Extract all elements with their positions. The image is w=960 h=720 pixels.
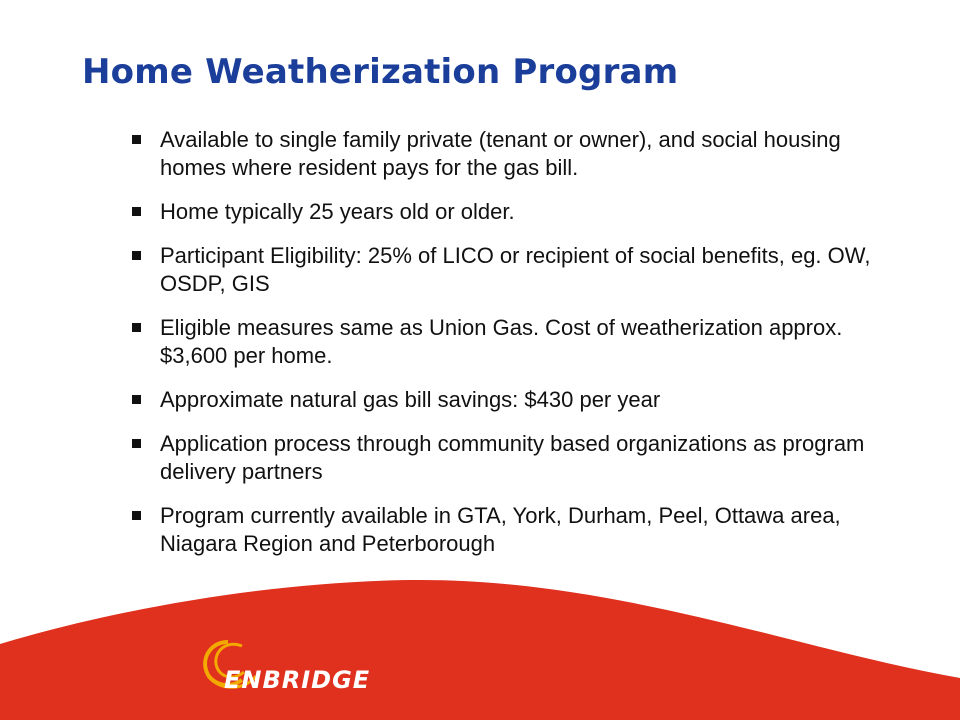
bullet-text: Home typically 25 years old or older. bbox=[160, 199, 515, 224]
footer-band bbox=[0, 580, 960, 720]
square-bullet-icon bbox=[132, 323, 141, 332]
slide-title: Home Weatherization Program bbox=[82, 52, 679, 92]
bullet-item bbox=[132, 430, 902, 486]
square-bullet-icon bbox=[132, 251, 141, 260]
square-bullet-icon bbox=[132, 135, 141, 144]
bullet-item bbox=[132, 198, 902, 226]
square-bullet-icon bbox=[132, 395, 141, 404]
bullet-text: Application process through community based organizations as program delivery partners bbox=[160, 431, 865, 484]
square-bullet-icon bbox=[132, 439, 141, 448]
bullet-text: Approximate natural gas bill savings: $430 per year bbox=[160, 387, 661, 412]
bullet-text: Available to single family private (tenant or owner), and social housing homes where resident pays for the gas bill. bbox=[160, 127, 841, 180]
enbridge-logo bbox=[198, 636, 398, 696]
bullet-text: Program currently available in GTA, York, Durham, Peel, Ottawa area, Niagara Region and Peterborough bbox=[160, 503, 841, 556]
bullet-item bbox=[132, 502, 902, 558]
bullet-list bbox=[132, 126, 902, 574]
bullet-text: Eligible measures same as Union Gas. Cost of weatherization approx. $3,600 per home. bbox=[160, 315, 843, 368]
bullet-item bbox=[132, 314, 902, 370]
bullet-item bbox=[132, 386, 902, 414]
logo-wordmark: ENBRIDGE bbox=[224, 666, 371, 694]
square-bullet-icon bbox=[132, 511, 141, 520]
bullet-text: Participant Eligibility: 25% of LICO or recipient of social benefits, eg. OW, OSDP, GIS bbox=[160, 243, 871, 296]
square-bullet-icon bbox=[132, 207, 141, 216]
bullet-item bbox=[132, 242, 902, 298]
bullet-item bbox=[132, 126, 902, 182]
